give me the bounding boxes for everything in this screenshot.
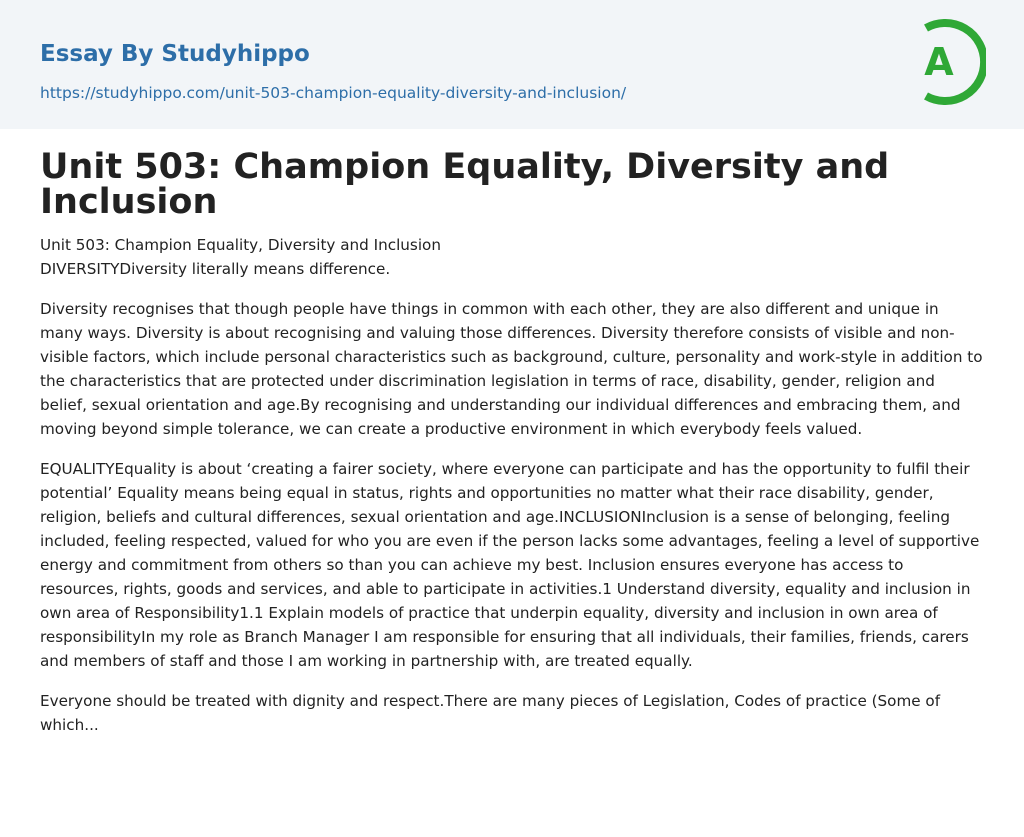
logo-letter: A <box>924 40 954 84</box>
circle-a-logo-icon[interactable] <box>912 19 986 105</box>
article-paragraph: Everyone should be treated with dignity and respect.There are many pieces of Legislation, Codes of practice (Some of which... <box>40 692 941 734</box>
intro-line: Unit 503: Champion Equality, Diversity and Inclusion <box>40 236 441 254</box>
article-content <box>40 147 986 737</box>
article-title: Unit 503: Champion Equality, Diversity and Inclusion <box>40 147 890 222</box>
site-header <box>0 0 1024 129</box>
article-paragraph: EQUALITYEquality is about ‘creating a fairer society, where everyone can participate and has the opportunity to fulfil their potential’ Equality means being equal in status, rights and opportunities no matter what their race disability, gender, religion, beliefs and cultural differences, sexual orientation and age.INCLUSIONInclusion is a sense of belonging, feeling included, feeling respected, valued for who you are even if the person lacks some advantages, feeling a level of supportive energy and commitment from others so than you can achieve my best. Inclusion ensures everyone has access to resources, rights, goods and services, and able to participate in activities.1 Understand diversity, equality and inclusion in own area of Responsibility1.1 Explain models of practice that underpin equality, diversity and inclusion in own area of responsibilityIn my role as Branch Manager I am responsible for ensuring that all individuals, their families, friends, carers and members of staff and those I am working in partnership with, are treated equally. <box>40 460 980 670</box>
page-url-link[interactable]: https://studyhippo.com/unit-503-champion-equality-diversity-and-inclusion/ <box>40 84 627 102</box>
article-intro <box>40 233 986 281</box>
article-paragraph: Diversity recognises that though people have things in common with each other, they are also different and unique in many ways. Diversity is about recognising and valuing those differences. Diversity therefore consists of visible and non-visible factors, which include personal characteristics such as background, culture, personality and work-style in addition to the characteristics that are protected under discrimination legislation in terms of race, disability, gender, religion and belief, sexual orientation and age.By recognising and understanding our individual differences and embracing them, and moving beyond simple tolerance, we can create a productive environment in which everybody feels valued. <box>40 300 983 438</box>
site-brand[interactable]: Essay By Studyhippo <box>40 41 310 67</box>
intro-line: DIVERSITYDiversity literally means difference. <box>40 260 391 278</box>
